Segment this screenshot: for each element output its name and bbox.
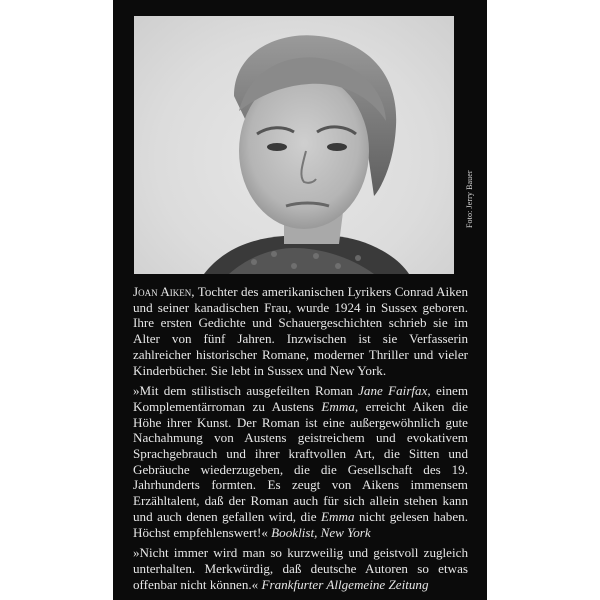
author-portrait-illustration: [134, 16, 454, 274]
author-bio-text: , Tochter des amerikanischen Lyrikers Conrad Aiken und seiner kanadischen Frau, wurde 1924 in Sussex geboren. Ihre ersten Gedichte und Schauergeschichten schrieb sie im Alter von fünf Jahren. Inzwischen ist sie Verfasserin zahlreicher historischer Romane, moderner Thriller und vieler Kinderbücher. Sie lebt in Sussex und New York.: [133, 284, 468, 378]
book-title: Jane Fairfax: [358, 383, 428, 399]
author-bio: [133, 284, 468, 378]
quote-text: , erreicht Aiken die Höhe ihrer Kunst. Der Roman ist eine außergewöhnlich gute Nachahmung von Austens geistreichem und evokativem Sprachgebrauch und ihrer kraftvollen Art, die Sitten und Gebräuche wiederzugeben, die die Gesellschaft des 19. Jahrhunderts formten. Es zeugt von Aikens immensem Erzähltalent, daß der Roman auch für sich allein stehen kann und auch denen gefallen wird, die: [133, 398, 468, 524]
book-title: Emma: [321, 398, 355, 414]
book-back-cover: [113, 0, 487, 600]
photo-credit: Foto: Jerry Bauer: [465, 170, 474, 228]
quote-text: , einem Komplementärroman zu Austens: [133, 383, 468, 414]
review-quote-faz: [133, 545, 468, 592]
author-name: Joan Aiken: [133, 284, 192, 299]
quote-text: »Nicht immer wird man so kurzweilig und geistvoll zugleich unterhalten. Merkwürdig, daß deutsche Autoren so etwas offenbar nicht können.«: [133, 545, 468, 592]
back-cover-text: [133, 284, 468, 597]
book-title: Emma: [321, 508, 355, 524]
quote-text: nicht gelesen haben. Höchst empfehlenswert!«: [133, 508, 468, 540]
author-photo: [134, 16, 454, 274]
review-quote-booklist: [133, 383, 468, 540]
quote-source: Frankfurter Allgemeine Zeitung: [261, 576, 429, 592]
quote-source: Booklist, New York: [271, 524, 371, 540]
quote-text: »Mit dem stilistisch ausgefeilten Roman: [133, 383, 359, 399]
